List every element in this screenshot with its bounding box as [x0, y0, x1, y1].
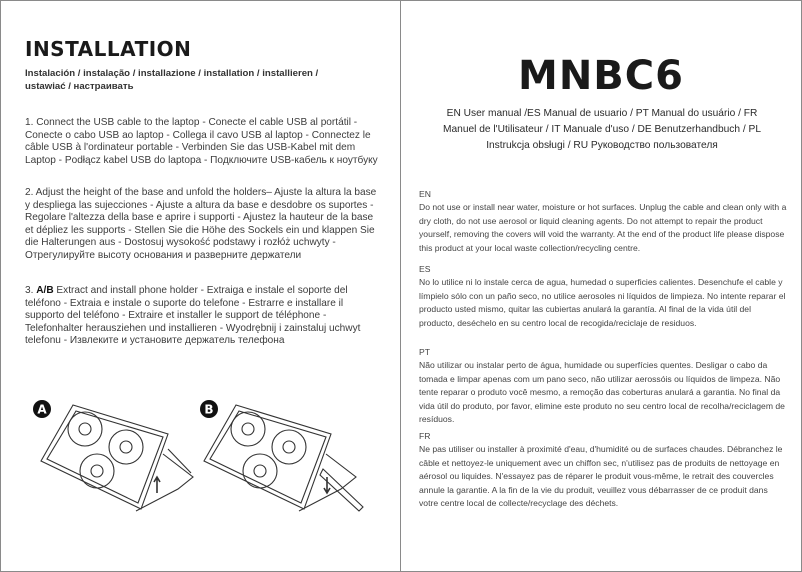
step-3: [25, 285, 381, 348]
section-lang: EN: [419, 189, 431, 199]
section-text: Não utilizar ou instalar perto de água, humidade ou superfícies quentes. Desligar o cabo da tomada e limpar apenas com um pano seco, não utilizar aerossóis ou líquidos de limpeza. Não tente reparar o produto você mesmo, a remoção das coberturas anulará a garantia. No final da vida útil do produto, por favor, elimine este produto no seu centro local de recolha/reciclagem de resíduos.: [419, 360, 785, 425]
manual-languages: EN User manual /ES Manual de usuario / PT Manual do usuário / FR Manuel de l'Utilisateur / IT Manuale d'uso / DE Benutzerhandbuch / PL Instrukcja obsługi / RU Руководство пользователя: [443, 108, 761, 151]
installation-illustrations: [23, 389, 383, 529]
section-en: [419, 188, 789, 255]
step-2: 2. Adjust the height of the base and unfold the holders– Ajuste la altura la base y despliega las sujecciones - Ajuste a altura da base e desdobre os suportes - Regolare l'altezza della base e aprire i supporti - Ajustez la hauteur de la base et dépliez les supports - Stellen Sie die Höhe des Sockels ein und klappen Sie die Halterungen aus - Dostosuj wysokość podstawy i rozłóż uchwyty - Отрегулируйте высоту основания и разверните держатели: [25, 187, 377, 261]
arrow-up-icon: [154, 477, 160, 493]
cooler-body: [41, 405, 168, 509]
figure-a-label: A: [37, 402, 47, 417]
step-3-prefix: 3.: [25, 285, 37, 296]
step-3-bold: A/B: [36, 285, 54, 296]
section-fr: [419, 430, 789, 510]
section-text: Do not use or install near water, moisture or hot surfaces. Unplug the cable and clean only with a dry cloth, do not use aerosol or liquid cleaning agents. Do not attempt to repair the product yourself, removing the covers will void the warranty. At the end of the product life please dispose this product at your local waste collection/recycling centre.: [419, 202, 787, 253]
section-es: [419, 263, 789, 330]
product-model: MNBC6: [518, 53, 684, 99]
section-lang: PT: [419, 347, 430, 357]
section-text: Ne pas utiliser ou installer à proximité d'eau, d'humidité ou de surfaces chaudes. Débranchez le câble et nettoyez-le uniquement avec un chiffon sec, n'utilisez pas de produits de nettoyage en aérosol ou liquides. N'essayez pas de réparer le produit vous-même, le retrait des couvercles annule la garantie. A la fin de la vie du produit, veuillez vous débarrasser de ce produit dans votre centre local de collecte/recyclage des déchets.: [419, 444, 783, 509]
step-1: 1. Connect the USB cable to the laptop - Conecte el cable USB al portátil - Conecte o cabo USB ao laptop - Collega il cavo USB al laptop - Connectez le câble USB à l'ordinateur portable - Verbinden Sie das USB-Kabel mit dem Laptop - Podłącz kabel USB do laptopa - Подключите USB-кабель к ноутбуку: [25, 117, 378, 166]
section-pt: [419, 346, 789, 426]
manual-cover-page: [400, 0, 802, 572]
step-3-text: Extract and install phone holder - Extraiga e instale el soporte del teléfono - Extraia e instale o suporte do telefone - Estrarre e installare il supporto del teléfono - Extraire et installer le support de téléphone - Telefonhalter herausziehen und installieren - Wyodrębnij i zainstaluj uchwyt telefonu - Извлеките и установите держатель телефона: [25, 285, 361, 347]
installation-page: [0, 0, 400, 572]
page-title: INSTALLATION: [25, 37, 192, 61]
page-subtitle: Instalación / instalação / installazione / installation / installieren / ustawiać / настраивать: [25, 68, 319, 92]
figure-a: [33, 400, 193, 511]
section-lang: FR: [419, 431, 431, 441]
figure-b: [200, 400, 363, 511]
section-text: No lo utilice ni lo instale cerca de agua, humedad o superficies calientes. Desenchufe el cable y límpielo sólo con un paño seco, no utilice aerosoles ni líquidos de limpieza. No intente reparar el producto usted mismo, quitar las cubiertas anulará la garantía. Al final de la vida útil del producto, deséchelo en su centro local de recogida/reciclaje de residuos.: [419, 277, 786, 328]
figure-b-label: B: [204, 402, 214, 417]
section-lang: ES: [419, 264, 431, 274]
